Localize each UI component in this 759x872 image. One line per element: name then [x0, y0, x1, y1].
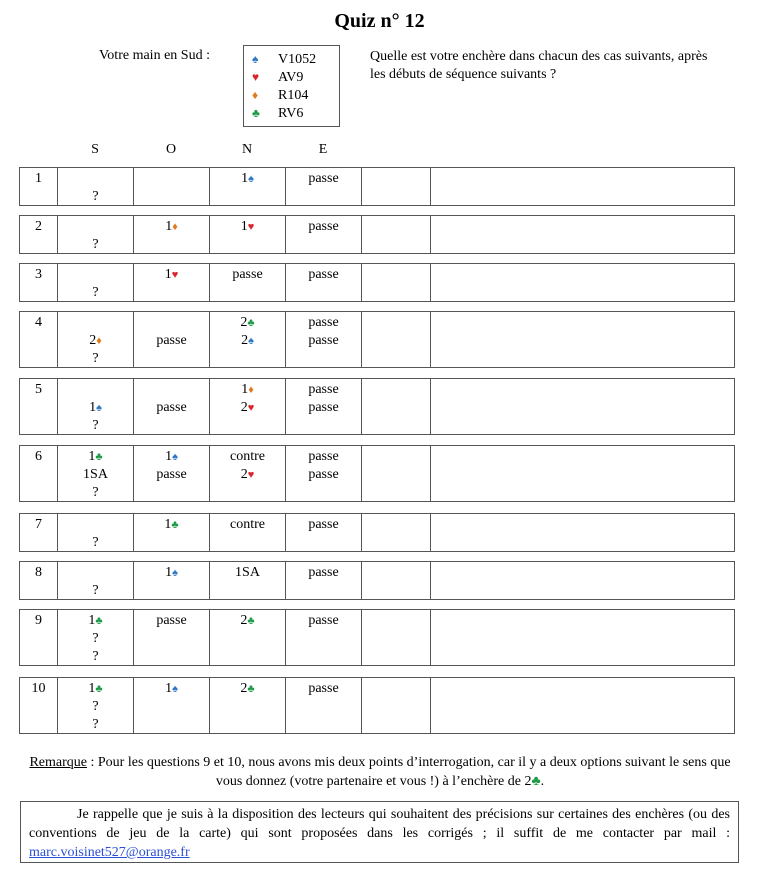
spade-icon: ♠	[172, 567, 178, 579]
bid: passe	[308, 219, 339, 234]
bid-cell-east	[286, 610, 362, 665]
sequence-table-8	[19, 561, 735, 600]
hand-row-spades	[252, 50, 316, 68]
heart-icon: ♥	[247, 402, 255, 414]
spade-icon: ♠	[96, 402, 102, 414]
bid-level: 1	[165, 681, 173, 696]
hand-cards-clubs: RV6	[278, 106, 304, 121]
bid-cell-west	[134, 379, 210, 434]
bid-cell-east	[286, 446, 362, 501]
bid-level: 1	[88, 681, 96, 696]
answer-cell	[362, 514, 431, 551]
question-text: Quelle est votre enchère dans chacun des cas suivants, après les débuts de séquence suivants ?	[370, 49, 708, 82]
bid-cell-south	[58, 514, 134, 551]
bid	[58, 399, 133, 417]
club-icon: ♣	[95, 615, 103, 627]
bid-level: 2	[240, 613, 248, 628]
hand-box	[243, 45, 340, 127]
bid	[134, 448, 209, 466]
question-mark: ?	[92, 189, 99, 204]
column-header-south: S	[91, 142, 99, 157]
question-mark: ?	[92, 418, 99, 433]
bid-level: 2	[241, 333, 249, 348]
bid: passe	[308, 382, 339, 397]
bid: passe	[308, 565, 339, 580]
bid-cell-west	[134, 514, 210, 551]
bid: passe	[308, 449, 339, 464]
question-mark: ?	[92, 237, 99, 252]
contact-box	[20, 801, 739, 863]
hand-row-diamonds	[252, 86, 308, 104]
bid	[58, 332, 133, 350]
bid-level: 2	[240, 467, 248, 482]
heart-icon: ♥	[247, 469, 255, 481]
bid: 1SA	[235, 565, 260, 580]
question-mark: ?	[92, 285, 99, 300]
bid	[58, 266, 133, 284]
answer-cell	[362, 216, 431, 253]
bid-level: 1	[241, 382, 249, 397]
bid	[210, 218, 285, 236]
sequence-number-cell	[20, 610, 58, 665]
hand-label: Votre main en Sud :	[99, 48, 210, 63]
answer-cell	[362, 264, 431, 301]
bid-cell-south	[58, 678, 134, 733]
sequence-table-5	[19, 378, 735, 435]
comment-cell	[431, 168, 734, 205]
bid-level: 2	[240, 400, 248, 415]
spade-icon: ♠	[172, 683, 178, 695]
bid: passe	[308, 267, 339, 282]
question-mark: ?	[92, 717, 99, 732]
bid-level: 2	[240, 681, 248, 696]
bid	[58, 314, 133, 332]
bid-cell-west	[134, 446, 210, 501]
answer-cell	[362, 610, 431, 665]
sequence-number-cell	[20, 216, 58, 253]
bid-cell-north	[210, 514, 286, 551]
diamond-icon: ♦	[248, 384, 254, 396]
hand-cards-spades: V1052	[278, 52, 317, 67]
bid-cell-north	[210, 168, 286, 205]
remark-label: Remarque	[29, 755, 87, 770]
bid-level: 2	[240, 315, 248, 330]
club-icon: ♣	[171, 519, 179, 531]
comment-cell	[431, 446, 734, 501]
bid: contre	[230, 449, 265, 464]
bid	[210, 332, 285, 350]
bid	[134, 680, 209, 698]
question-mark: ?	[92, 649, 99, 664]
bid-cell-east	[286, 562, 362, 599]
answer-cell	[362, 312, 431, 367]
contact-email-link[interactable]: marc.voisinet527@orange.fr	[29, 845, 190, 860]
bid-cell-east	[286, 678, 362, 733]
sequence-number: 6	[35, 449, 42, 464]
bid-cell-east	[286, 264, 362, 301]
bid-level: 1	[240, 219, 248, 234]
bid-level: 1	[88, 449, 96, 464]
sequence-number: 1	[35, 171, 42, 186]
bid-cell-west	[134, 610, 210, 665]
bid: passe	[156, 613, 187, 628]
column-header-east: E	[318, 142, 328, 157]
bid: passe	[156, 400, 187, 415]
comment-cell	[431, 562, 734, 599]
heart-icon: ♥	[247, 221, 255, 233]
diamond-icon: ♦	[252, 88, 259, 102]
bid: passe	[156, 333, 187, 348]
bid-level: 1	[89, 400, 97, 415]
sequence-number-cell	[20, 379, 58, 434]
bid	[58, 448, 133, 466]
bid-cell-west	[134, 216, 210, 253]
bid	[134, 218, 209, 236]
bid: passe	[308, 333, 339, 348]
sequence-number-cell	[20, 562, 58, 599]
bid-cell-north	[210, 610, 286, 665]
answer-cell	[362, 446, 431, 501]
spade-icon: ♠	[248, 173, 254, 185]
question-mark: ?	[92, 631, 99, 646]
club-icon: ♣	[252, 106, 260, 120]
comment-cell	[431, 514, 734, 551]
bid-cell-south	[58, 379, 134, 434]
question-mark: ?	[92, 351, 99, 366]
sequence-number-cell	[20, 312, 58, 367]
bid	[58, 516, 133, 534]
comment-cell	[431, 312, 734, 367]
sequence-table-3	[19, 263, 735, 302]
bid-cell-east	[286, 168, 362, 205]
bid	[58, 680, 133, 698]
bid: 1SA	[83, 467, 108, 482]
club-icon: ♣	[531, 774, 541, 789]
club-icon: ♣	[95, 451, 103, 463]
question-mark: ?	[92, 485, 99, 500]
sequence-number: 5	[35, 382, 42, 397]
remark-end: .	[540, 774, 545, 789]
bid-level: 1	[88, 613, 96, 628]
bid: contre	[230, 517, 265, 532]
sequence-table-2	[19, 215, 735, 254]
bid-level: 1	[164, 517, 172, 532]
bid	[134, 564, 209, 582]
bid	[134, 381, 209, 399]
question-mark: ?	[92, 699, 99, 714]
bid-cell-south	[58, 216, 134, 253]
bid-cell-west	[134, 678, 210, 733]
column-header-west: O	[165, 142, 177, 157]
bid-cell-west	[134, 562, 210, 599]
bid-cell-east	[286, 379, 362, 434]
club-icon: ♣	[95, 683, 103, 695]
answer-cell	[362, 168, 431, 205]
bid-cell-north	[210, 678, 286, 733]
bid	[210, 612, 285, 630]
column-header-north: N	[241, 142, 253, 157]
comment-cell	[431, 678, 734, 733]
bid-level: 1	[165, 449, 173, 464]
answer-cell	[362, 678, 431, 733]
bid-cell-north	[210, 562, 286, 599]
bid-cell-east	[286, 514, 362, 551]
bid	[134, 314, 209, 332]
bid-level: 1	[241, 171, 249, 186]
spade-icon: ♠	[248, 335, 254, 347]
diamond-icon: ♦	[172, 221, 178, 233]
sequence-number: 4	[35, 315, 42, 330]
bid: passe	[232, 267, 263, 282]
question-mark: ?	[92, 583, 99, 598]
contact-text: Je rappelle que je suis à la disposition des lecteurs qui souhaitent des précisions sur certaines des enchères (ou des conventions de jeu de la carte) qui sont proposées dans les corrigés ; il suffit de me contacter par mail :	[29, 807, 730, 841]
bid: passe	[308, 171, 339, 186]
bid	[58, 170, 133, 188]
bid	[58, 381, 133, 399]
bid	[210, 466, 285, 484]
sequence-number: 8	[35, 565, 42, 580]
sequence-number-cell	[20, 446, 58, 501]
bid	[58, 612, 133, 630]
hand-row-hearts	[252, 68, 303, 86]
bid-cell-east	[286, 312, 362, 367]
bid-cell-east	[286, 216, 362, 253]
bid	[134, 266, 209, 284]
heart-icon: ♥	[171, 269, 179, 281]
sequence-number-cell	[20, 264, 58, 301]
sequence-number: 2	[35, 219, 42, 234]
bid-level: 1	[165, 219, 173, 234]
club-icon: ♣	[247, 317, 255, 329]
spade-icon: ♠	[172, 451, 178, 463]
bid: passe	[308, 400, 339, 415]
sequence-number: 10	[31, 681, 46, 696]
bid	[134, 516, 209, 534]
bid-cell-north	[210, 379, 286, 434]
comment-cell	[431, 264, 734, 301]
bid	[210, 170, 285, 188]
bid	[210, 399, 285, 417]
comment-cell	[431, 216, 734, 253]
remark	[20, 753, 740, 791]
club-icon: ♣	[247, 615, 255, 627]
bid	[210, 680, 285, 698]
sequence-table-7	[19, 513, 735, 552]
bid: passe	[308, 517, 339, 532]
sequence-number-cell	[20, 678, 58, 733]
sequence-table-9	[19, 609, 735, 666]
comment-cell	[431, 379, 734, 434]
bid-cell-south	[58, 168, 134, 205]
bid-cell-west	[134, 312, 210, 367]
sequence-number: 9	[35, 613, 42, 628]
bid-cell-west	[134, 264, 210, 301]
bid-cell-south	[58, 610, 134, 665]
bid-cell-south	[58, 446, 134, 501]
bid-cell-north	[210, 264, 286, 301]
bid: passe	[156, 467, 187, 482]
sequence-number-cell	[20, 168, 58, 205]
bid-level: 1	[164, 267, 172, 282]
question-mark: ?	[92, 535, 99, 550]
bid-cell-south	[58, 312, 134, 367]
page-title: Quiz n° 12	[334, 10, 425, 32]
comment-cell	[431, 610, 734, 665]
answer-cell	[362, 562, 431, 599]
remark-text: : Pour les questions 9 et 10, nous avons mis deux points d’interrogation, car il y a deux options suivant le sens que vous donnez (votre partenaire et vous !) à l’enchère de 2	[87, 755, 731, 789]
diamond-icon: ♦	[96, 335, 102, 347]
bid	[58, 218, 133, 236]
bid: passe	[308, 315, 339, 330]
sequence-number: 3	[35, 267, 42, 282]
sequence-number: 7	[35, 517, 42, 532]
hand-cards-diamonds: R104	[278, 88, 309, 103]
answer-cell	[362, 379, 431, 434]
bid: passe	[308, 613, 339, 628]
bid: passe	[308, 467, 339, 482]
heart-icon: ♥	[252, 70, 260, 84]
bid-cell-north	[210, 446, 286, 501]
sequence-table-4	[19, 311, 735, 368]
bid-level: 2	[89, 333, 97, 348]
spade-icon: ♠	[252, 52, 259, 66]
sequence-table-6	[19, 445, 735, 502]
bid-cell-north	[210, 216, 286, 253]
bid	[210, 381, 285, 399]
bid	[210, 314, 285, 332]
bid-cell-south	[58, 264, 134, 301]
club-icon: ♣	[247, 683, 255, 695]
bid-cell-south	[58, 562, 134, 599]
sequence-table-1	[19, 167, 735, 206]
sequence-number-cell	[20, 514, 58, 551]
sequence-table-10	[19, 677, 735, 734]
hand-cards-hearts: AV9	[278, 70, 304, 85]
bid-cell-west	[134, 168, 210, 205]
hand-row-clubs	[252, 104, 303, 122]
bid-cell-north	[210, 312, 286, 367]
bid: passe	[308, 681, 339, 696]
bid	[58, 564, 133, 582]
bid-level: 1	[165, 565, 173, 580]
